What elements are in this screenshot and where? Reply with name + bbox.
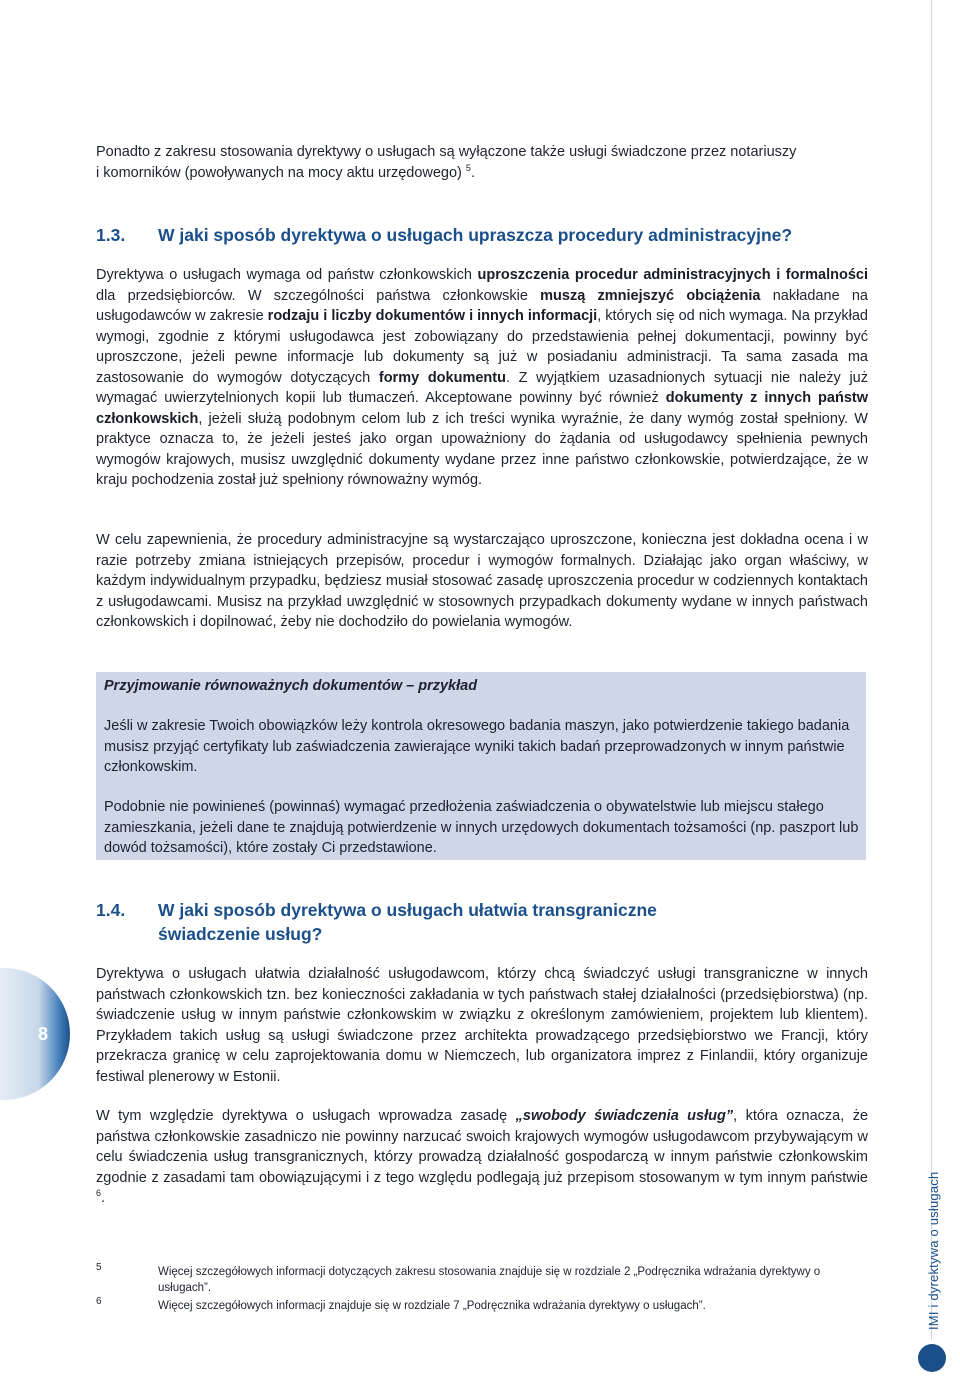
page-number: 8 xyxy=(38,1024,49,1044)
intro-end: . xyxy=(470,164,475,181)
intro-line-1: Ponadto z zakresu stosowania dyrektywy o usługach są wyłączone także usługi świadczone przez notariuszy xyxy=(96,144,797,160)
footnote-ref-6[interactable]: 6 xyxy=(96,1188,102,1199)
p1-text-d: nakładane na usługodawców w zakresie xyxy=(96,287,868,324)
right-margin-rule xyxy=(931,0,932,1340)
intro-line-2: i komorników (powoływanych na mocy aktu urzędowego) xyxy=(96,164,462,181)
section-1-4-number: 1.4. xyxy=(96,900,126,920)
p1-bold-3: rodzaju i liczby dokumentów i innych informacji xyxy=(267,308,598,324)
p1-bold-2: muszą zmniejszyć obciążenia xyxy=(540,287,761,304)
footnote-5-number: 5 xyxy=(96,1262,102,1273)
footnote-ref-5[interactable]: 5 xyxy=(465,162,471,173)
p1-text-e: , których się od nich wymaga. Na przykład wymogi, zgodnie z którymi usługodawca jest zobowiązany do przedstawienia pełnej dokumentacji, powinny być uproszczone, jeżeli pewne informacje lub dokumenty są już w posiadaniu administracji. Ta sama zasada ma zastosowanie do wymogów dotyczących xyxy=(96,308,868,386)
example-box-paragraph-1: Jeśli w zakresie Twoich obowiązków leży kontrola okresowego badania maszyn, jako potwierdzenie takiego badania musisz przyjąć certyfikaty lub zaświadczenia zawierające wyniki takich badań przeprowadzonych w innym państwie członkowskim. xyxy=(104,718,850,775)
footnote-6-text: Więcej szczegółowych informacji znajduje się w rozdziale 7 „Podręcznika wdrażania dyrektywy o usługach”. xyxy=(158,1300,706,1312)
p1-bold-1: uproszczenia procedur administracyjnych i formalności xyxy=(477,267,868,283)
p4-text-a: W tym względzie dyrektywa o usługach wprowadza zasadę xyxy=(96,1108,516,1124)
intro-paragraph xyxy=(96,142,868,183)
page-number-tab xyxy=(0,968,70,1100)
section-1-3-title: W jaki sposób dyrektywa o usługach upraszcza procedury administracyjne? xyxy=(158,225,793,245)
corner-dot-decoration xyxy=(918,1344,946,1372)
section-1-3-number: 1.3. xyxy=(96,225,126,245)
paragraph-simplification xyxy=(96,265,868,491)
footnote-6-number: 6 xyxy=(96,1296,102,1307)
paragraph-cross-border: Dyrektywa o usługach ułatwia działalność usługodawcom, którzy chcą świadczyć usługi transgraniczne w innych państwach członkowskich tzn. bez konieczności zakładania w tych państwach stałej działalności (przedsiębiorstwa) (np. świadczenie usług w innym państwie członkowskim w związku z określonym zamówieniem, projektem lub klientem). Przykładem takich usług są usługi świadczone przez architekta prowadzącego przedsiębiorstwo we Francji, który przekracza granicę w celu zaprojektowania domu w Niemczech, lub organizatora imprez z Finlandii, który organizuje festiwal plenerowy w Estonii. xyxy=(96,966,868,1085)
p1-bold-4: formy dokumentu xyxy=(378,369,506,386)
p4-text-b: , która oznacza, że państwa członkowskie zasadniczo nie powinny narzucać swoich krajowych wymogów usługodawcom przybywającym w celu świadczenia usług transgranicznych, którzy prowadzą działalność gospodarczą w innym państwie członkowskim zgodnie z zasadami tam obowiązującymi i z tego względu podlegają już przepisom stosowanym w tym innym państwie xyxy=(96,1108,869,1186)
p1-bold-5: dokumenty z innych państw członkowskich xyxy=(96,390,868,427)
running-title-vertical: IMI i dyrektywa o usługach xyxy=(926,1171,941,1330)
paragraph-freedom xyxy=(96,1106,868,1209)
p1-text-a: Dyrektywa o usługach wymaga od państw członkowskich xyxy=(96,267,478,283)
p1-text-c: dla przedsiębiorców. W szczególności państwa członkowskie xyxy=(96,287,541,304)
example-box-paragraph-2: Podobnie nie powinieneś (powinnaś) wymagać przedłożenia zaświadczenia o obywatelstwie lub miejscu stałego zamieszkania, jeżeli dane te znajdują potwierdzenie w innych urzędowych dokumentach tożsamości (np. paszport lub dowód tożsamości), które zostały Ci przedstawione. xyxy=(104,799,859,856)
example-box-title: Przyjmowanie równoważnych dokumentów – przykład xyxy=(104,678,478,694)
p4-end: . xyxy=(101,1190,106,1206)
p1-text-f: . Z wyjątkiem uzasadnionych sytuacji nie należy już wymagać uwierzytelnionych kopii lub tłumaczeń. Akceptowane powinny być również xyxy=(96,369,869,406)
section-1-4-title: W jaki sposób dyrektywa o usługach ułatwia transgraniczne świadczenie usług? xyxy=(158,900,657,944)
footnote-5-text: Więcej szczegółowych informacji dotyczących zakresu stosowania znajduje się w rozdziale 2 „Podręcznika wdrażania dyrektywy o usługach”. xyxy=(158,1266,821,1294)
p1-text-g: , jeżeli służą podobnym celom lub z ich treści wynika wyraźnie, że dany wymóg został spełniony. W praktyce oznacza to, że jeżeli jesteś jako organ upoważniony do żądania od usługodawcy spełnienia pewnych wymogów krajowych, musisz uwzględnić dokumenty wydane przez inne państwo członkowskie, potwierdzające, że w kraju pochodzenia został już spełniony równoważny wymóg. xyxy=(96,410,868,488)
p4-quote: „swobody świadczenia usług” xyxy=(515,1108,734,1124)
paragraph-assessment: W celu zapewnienia, że procedury administracyjne są wystarczająco uproszczone, konieczna jest dokładna ocena i w razie potrzeby zmiana istniejących przepisów, procedur i wymogów formalnych. Działając jako organ właściwy, w każdym indywidualnym przypadku, będziesz musiał stosować zasadę uproszczenia procedur w codziennych kontaktach z usługodawcami. Musisz na przykład uwzględnić w stosownych przypadkach dokumenty wydane w innych państwach członkowskich i dopilnować, żeby nie dochodziło do powielania wymogów. xyxy=(96,532,868,630)
